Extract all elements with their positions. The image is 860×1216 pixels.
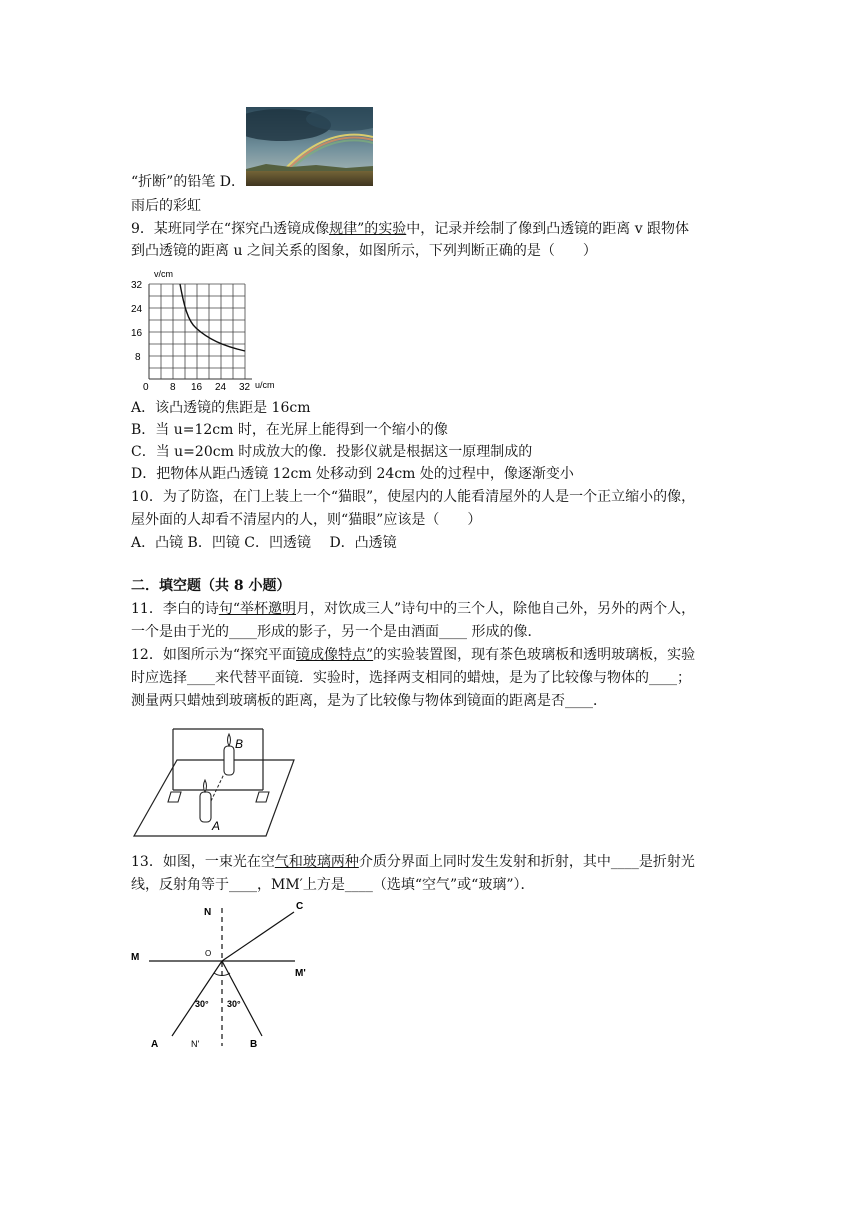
q10-stem-line1: 10．为了防盗，在门上装上一个“猫眼”，使屋内的人能看清屋外的人是一个正立缩小的像， (131, 489, 696, 505)
graph-xlabel: u/cm (255, 380, 275, 390)
left-stand (168, 792, 181, 802)
q13-stem-line2: 线，反射角等于____，MM′上方是____（选填“空气”或“玻璃”）． (131, 877, 535, 893)
right-stand (256, 792, 269, 802)
x-tick-24: 24 (215, 382, 227, 393)
q11-stem-line2: 一个是由于光的____形成的影子，另一个是由酒面____ 形成的像． (131, 624, 542, 640)
mirror-experiment-figure (130, 724, 300, 840)
label-n-prime: N' (191, 1039, 200, 1049)
q9-stem-line2: 到凸透镜的距离 u 之间关系的图象，如图所示，下列判断正确的是（ ） (131, 243, 597, 259)
ray-oc (222, 912, 294, 961)
q11-stem-line1: 11．李白的诗句“举杯邀明月，对饮成三人”诗句中的三个人，除他自己外，另外的两个人， (131, 601, 696, 617)
y-tick-8: 8 (135, 352, 141, 363)
label-o: O (205, 949, 212, 958)
q9-option-c: C．当 u=20cm 时成放大的像．投影仪就是根据这一原理制成的 (131, 444, 533, 460)
v-u-graph (128, 266, 288, 394)
q13-stem-line1: 13．如图，一束光在空气和玻璃两种介质分界面上同时发生发射和折射，其中____是折射光 (131, 854, 695, 870)
label-a: A (212, 819, 221, 833)
candle-b (224, 746, 234, 775)
candle-a (200, 792, 211, 822)
q12-stem-line3: 测量两只蜡烛到玻璃板的距离，是为了比较像与物体到镜面的距离是否____． (131, 693, 607, 709)
refraction-figure (128, 896, 328, 1052)
angle-right-label: 30° (227, 999, 241, 1009)
angle-left-label: 30° (195, 999, 209, 1009)
q9-option-b: B．当 u=12cm 时，在光屏上能得到一个缩小的像 (131, 422, 448, 438)
y-tick-32: 32 (131, 280, 143, 291)
x-tick-8: 8 (170, 382, 176, 393)
graph-grid (149, 284, 245, 379)
label-m-prime: M' (295, 968, 306, 979)
q9-stem-line1: 9．某班同学在“探究凸透镜成像规律”的实验中，记录并绘制了像到凸透镜的距离 v 跟物体 (131, 221, 690, 237)
q8-option-text: “折断”的铅笔 D． (131, 174, 245, 190)
q10-stem-line2: 屋外面的人却看不清屋内的人，则“猫眼”应该是（ ） (131, 512, 482, 528)
label-a: A (151, 1039, 159, 1050)
label-b: B (235, 737, 244, 751)
y-tick-16: 16 (131, 328, 143, 339)
q12-stem-line1: 12．如图所示为“探究平面镜成像特点”的实验装置图，现有茶色玻璃板和透明玻璃板，实验 (131, 647, 696, 663)
q12-stem-line2: 时应选择____来代替平面镜．实验时，选择两支相同的蜡烛，是为了比较像与物体的____； (131, 670, 691, 686)
label-c: C (296, 901, 304, 912)
section-title: 二．填空题（共 8 小题） (131, 578, 291, 594)
q9-option-d: D．把物体从距凸透镜 12cm 处移动到 24cm 处的过程中，像逐渐变小 (131, 466, 574, 482)
rainbow-photo (246, 107, 373, 186)
q9-option-a: A．该凸透镜的焦距是 16cm (131, 400, 311, 416)
graph-origin: 0 (143, 382, 149, 393)
label-b: B (250, 1039, 258, 1050)
x-tick-32: 32 (239, 382, 251, 393)
graph-ylabel: v/cm (154, 269, 173, 279)
q8-option-d-text: 雨后的彩虹 (131, 198, 201, 214)
q10-options: A．凸镜 B．凹镜 C．凹透镜 D．凸透镜 (131, 535, 397, 551)
y-tick-24: 24 (131, 304, 143, 315)
v-u-curve (180, 284, 245, 351)
label-n: N (204, 907, 212, 918)
x-tick-16: 16 (191, 382, 203, 393)
label-m: M (131, 952, 140, 963)
